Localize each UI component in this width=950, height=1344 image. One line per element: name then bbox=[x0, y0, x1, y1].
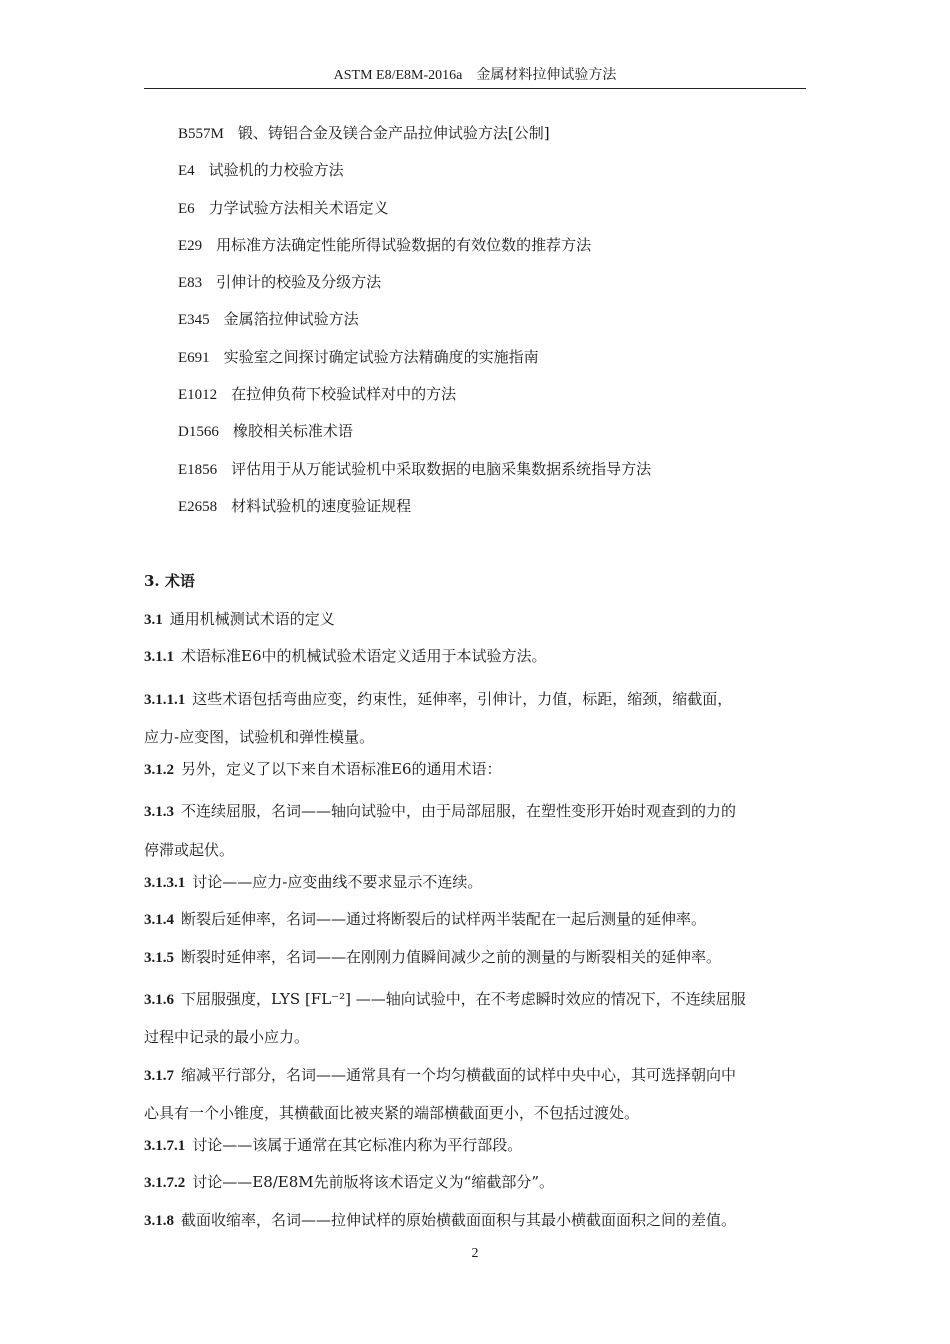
reference-code: B557M bbox=[178, 126, 224, 142]
clause-text: 不连续屈服，名词——轴向试验中，由于局部屈服，在塑性变形开始时观查到的力的 bbox=[181, 802, 737, 821]
clause-text: 术语标准E6中的机械试验术语定义适用于本试验方法。 bbox=[181, 647, 547, 666]
reference-code: E691 bbox=[178, 349, 210, 366]
running-header: ASTM E8/E8M-2016a 金属材料拉伸试验方法 bbox=[333, 68, 617, 83]
reference-code: E1856 bbox=[178, 461, 218, 478]
clause-text: 断裂后延伸率，名词——通过将断裂后的试样两半装配在一起后测量的延伸率。 bbox=[181, 910, 707, 929]
reference-title: 试验机的力校验方法 bbox=[208, 161, 344, 180]
clause bbox=[144, 869, 808, 906]
reference-title: 评估用于从万能试验机中采取数据的电脑采集数据系统指导方法 bbox=[231, 459, 652, 478]
clause-text: 讨论——该属于通常在其它标准内称为平行部段。 bbox=[192, 1136, 523, 1155]
clause bbox=[144, 756, 808, 793]
clause-number: 3.1.7.1 bbox=[144, 1138, 186, 1155]
reference-item bbox=[178, 157, 798, 194]
reference-title: 材料试验机的速度验证规程 bbox=[231, 496, 412, 515]
reference-title: 橡胶相关标准术语 bbox=[232, 422, 353, 441]
clause bbox=[144, 793, 808, 869]
reference-code: E29 bbox=[178, 237, 203, 254]
clause bbox=[144, 1132, 808, 1169]
section-heading: 3. 术语 bbox=[144, 572, 195, 590]
clause bbox=[144, 606, 808, 643]
clause-number: 3.1.8 bbox=[144, 1212, 174, 1229]
page-number: 2 bbox=[471, 1246, 479, 1261]
reference-code: E4 bbox=[178, 163, 195, 180]
reference-item bbox=[178, 418, 798, 455]
clause-text: 讨论——E8/E8M先前版将该术语定义为“缩截部分”。 bbox=[192, 1173, 554, 1192]
reference-title: 在拉伸负荷下校验试样对中的方法 bbox=[231, 385, 457, 404]
clause bbox=[144, 981, 808, 1057]
clause-text: 另外，定义了以下来自术语标准E6的通用术语： bbox=[181, 760, 502, 779]
clause bbox=[144, 1057, 808, 1133]
reference-title: 锻、铸铝合金及镁合金产品拉伸试验方法[公制] bbox=[237, 124, 550, 142]
reference-item bbox=[178, 306, 798, 343]
reference-item bbox=[178, 269, 798, 306]
clause-number: 3.1.1.1 bbox=[144, 691, 186, 708]
reference-code: E2658 bbox=[178, 498, 218, 515]
clause-number: 3.1.4 bbox=[144, 912, 174, 929]
clause bbox=[144, 944, 808, 981]
clause-number: 3.1 bbox=[144, 612, 163, 628]
reference-title: 力学试验方法相关术语定义 bbox=[208, 198, 389, 217]
reference-title: 实验室之间探讨确定试验方法精确度的实施指南 bbox=[223, 347, 539, 366]
clause-number: 3.1.6 bbox=[144, 991, 174, 1008]
clause-number: 3.1.2 bbox=[144, 762, 174, 779]
clause-text: 通用机械测试术语的定义 bbox=[169, 610, 335, 628]
reference-code: E83 bbox=[178, 275, 203, 292]
clause-text: 缩减平行部分，名词——通常具有一个均匀横截面的试样中央中心，其可选择朝向中 bbox=[181, 1065, 737, 1084]
reference-code: E1012 bbox=[178, 387, 218, 404]
clause bbox=[144, 906, 808, 943]
reference-item bbox=[178, 232, 798, 269]
clause-text-continued: 应力-应变图，试验机和弹性模量。 bbox=[144, 727, 375, 746]
clause-text: 下屈服强度，LYS [FL⁻²] ——轴向试验中，在不考虑瞬时效应的情况下，不连续屈服 bbox=[181, 989, 746, 1008]
clause-text: 讨论——应力-应变曲线不要求显示不连续。 bbox=[192, 873, 483, 892]
reference-code: E345 bbox=[178, 312, 210, 329]
clause-text: 断裂时延伸率，名词——在刚刚力值瞬间减少之前的测量的与断裂相关的延伸率。 bbox=[181, 947, 722, 966]
reference-item bbox=[178, 120, 798, 157]
clause-number: 3.1.3 bbox=[144, 804, 174, 821]
reference-item bbox=[178, 344, 798, 381]
clause-number: 3.1.5 bbox=[144, 949, 174, 966]
reference-item bbox=[178, 493, 798, 530]
clause bbox=[144, 1169, 808, 1206]
reference-item bbox=[178, 381, 798, 418]
clause-text-continued: 心具有一个小锥度，其横截面比被夹紧的端部横截面更小，不包括过渡处。 bbox=[144, 1103, 640, 1122]
clause-text-continued: 过程中记录的最小应力。 bbox=[144, 1028, 310, 1047]
clause bbox=[144, 643, 808, 680]
reference-item bbox=[178, 456, 798, 493]
clause-number: 3.1.3.1 bbox=[144, 875, 186, 892]
referenced-documents-list bbox=[178, 120, 798, 530]
header-rule bbox=[144, 88, 806, 89]
reference-item bbox=[178, 195, 798, 232]
clause bbox=[144, 681, 808, 757]
clause-number: 3.1.1 bbox=[144, 649, 174, 666]
clause-text: 截面收缩率，名词——拉伸试样的原始横截面面积与其最小横截面面积之间的差值。 bbox=[181, 1210, 737, 1229]
reference-title: 金属箔拉伸试验方法 bbox=[223, 310, 359, 329]
terminology-clauses bbox=[144, 606, 808, 1244]
reference-code: D1566 bbox=[178, 424, 219, 441]
clause-text: 这些术语包括弯曲应变，约束性，延伸率，引伸计，力值，标距，缩颈，缩截面， bbox=[192, 689, 733, 708]
clause-number: 3.1.7.2 bbox=[144, 1175, 186, 1192]
reference-title: 用标准方法确定性能所得试验数据的有效位数的推荐方法 bbox=[216, 235, 592, 254]
clause-number: 3.1.7 bbox=[144, 1067, 174, 1084]
clause-text-continued: 停滞或起伏。 bbox=[144, 840, 235, 859]
clause bbox=[144, 1207, 808, 1244]
reference-title: 引伸计的校验及分级方法 bbox=[216, 273, 382, 292]
reference-code: E6 bbox=[178, 200, 195, 217]
